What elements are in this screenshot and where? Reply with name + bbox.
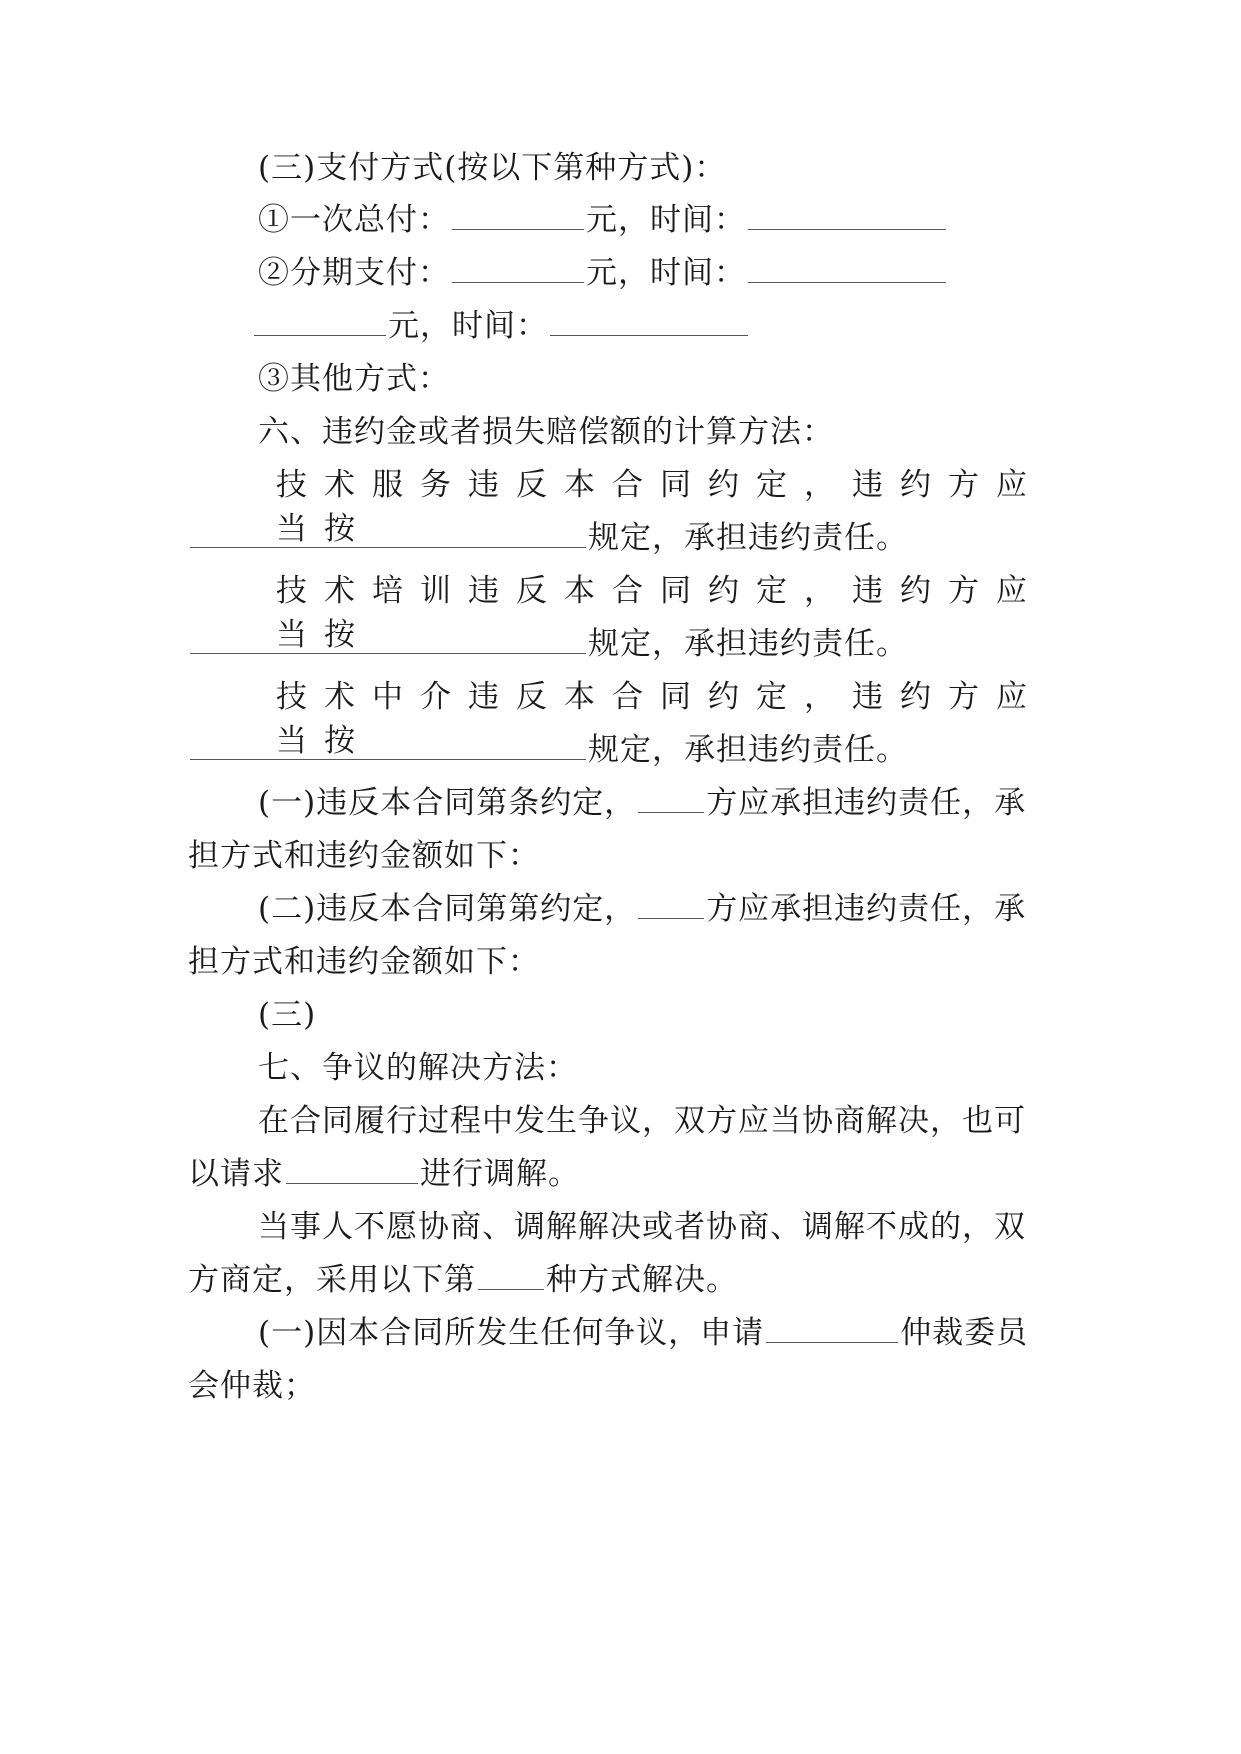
tech-agency-line-2: 规定，承担违约责任。 <box>188 728 908 772</box>
time-blank <box>748 199 946 230</box>
tech-training-line-2: 规定，承担违约责任。 <box>188 622 908 666</box>
other-method-line: ③其他方式： <box>258 361 450 397</box>
rule-blank <box>190 517 586 548</box>
option-blank <box>478 1259 544 1290</box>
dispute-paragraph-1-cont: 以请求 进行调解。 <box>188 1152 580 1196</box>
amount-blank <box>254 305 386 336</box>
section-seven-heading: 七、争议的解决方法： <box>258 1050 578 1086</box>
amount-blank <box>452 252 584 283</box>
installment-line-2: 元，时间： <box>252 304 750 348</box>
breach-clause-2: (二)违反本合同第第约定， 方应承担违约责任，承 <box>258 887 1026 931</box>
time-blank <box>748 252 946 283</box>
dispute-paragraph-2-cont: 方商定，采用以下第 种方式解决。 <box>188 1258 738 1302</box>
party-blank <box>638 888 704 919</box>
breach-clause-1-cont: 担方式和违约金额如下： <box>188 838 540 874</box>
lump-sum-line: ①一次总付： 元，时间： <box>258 198 948 242</box>
installment-line: ②分期支付： 元，时间： <box>258 251 948 295</box>
arbitration-committee-blank <box>766 1312 898 1343</box>
tech-training-text: 技术培训违反本合同约定，违约方应当按 <box>276 573 1044 653</box>
tech-agency-text: 技术中介违反本合同约定，违约方应当按 <box>276 679 1044 759</box>
breach-clause-1: (一)违反本合同第条约定， 方应承担违约责任，承 <box>258 781 1026 825</box>
section-six-heading: 六、违约金或者损失赔偿额的计算方法： <box>258 414 834 450</box>
arbitration-clause: (一)因本合同所发生任何争议，申请 仲裁委员 <box>258 1311 1028 1355</box>
tech-service-text: 技术服务违反本合同约定，违约方应当按 <box>276 467 1044 547</box>
amount-blank <box>452 199 584 230</box>
dispute-paragraph-1: 在合同履行过程中发生争议，双方应当协商解决，也可 <box>258 1103 1026 1139</box>
breach-clause-3: (三) <box>258 997 317 1033</box>
mediator-blank <box>286 1153 418 1184</box>
breach-clause-2-cont: 担方式和违约金额如下： <box>188 944 540 980</box>
dispute-paragraph-2: 当事人不愿协商、调解解决或者协商、调解不成的，双 <box>258 1209 1026 1245</box>
payment-method-heading: (三)支付方式(按以下第种方式)： <box>258 150 727 186</box>
rule-blank <box>190 729 586 760</box>
arbitration-clause-cont: 会仲裁； <box>188 1368 316 1404</box>
party-blank <box>638 782 704 813</box>
rule-blank <box>190 623 586 654</box>
tech-service-line-2: 规定，承担违约责任。 <box>188 516 908 560</box>
time-blank <box>550 305 748 336</box>
